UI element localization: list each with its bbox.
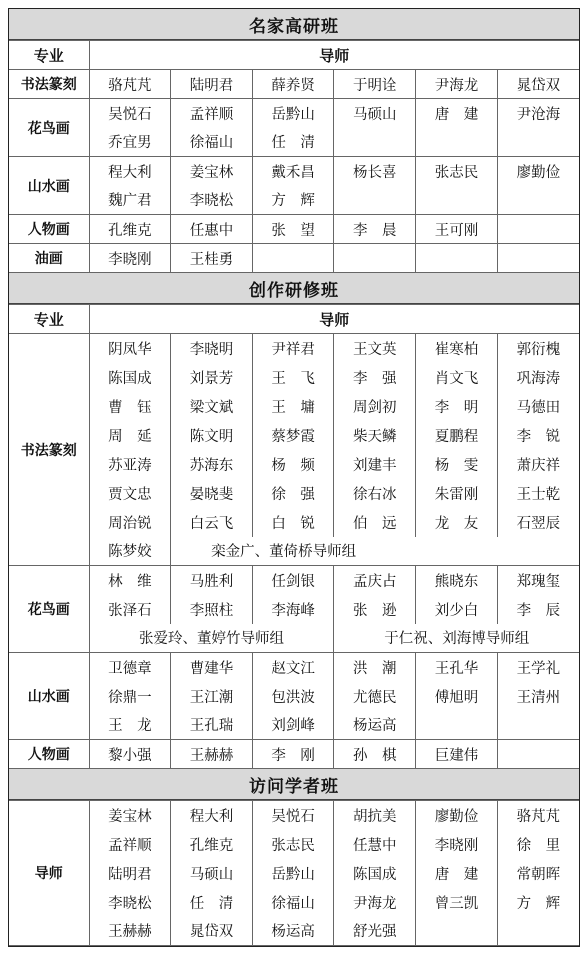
name-cell: 姜宝林 — [171, 157, 253, 186]
name-cell: 李 刚 — [252, 740, 334, 769]
name-cell: 白 锐 — [252, 508, 334, 537]
table-row — [9, 740, 579, 769]
name-cell: 任 清 — [171, 888, 253, 917]
name-cell: 骆芃芃 — [89, 70, 171, 99]
table-row — [9, 479, 579, 508]
name-cell: 石翌辰 — [497, 508, 579, 537]
name-cell: 蔡梦霞 — [252, 421, 334, 450]
name-cell: 杨长喜 — [334, 157, 416, 186]
name-cell: 李晓刚 — [89, 244, 171, 273]
name-cell: 岳黔山 — [252, 859, 334, 888]
major-label: 花鸟画 — [9, 566, 89, 653]
group-label: 栾金广、董倚桥导师组 — [171, 537, 579, 566]
name-cell — [416, 711, 498, 740]
name-cell: 白云飞 — [171, 508, 253, 537]
name-cell: 阴凤华 — [89, 334, 171, 363]
name-cell — [252, 244, 334, 273]
name-cell — [497, 711, 579, 740]
name-cell: 曾三凯 — [416, 888, 498, 917]
name-cell: 任惠中 — [171, 215, 253, 244]
name-cell — [497, 244, 579, 273]
name-cell: 唐 建 — [416, 99, 498, 128]
name-cell: 张 望 — [252, 215, 334, 244]
table-row — [9, 537, 579, 566]
document-table — [8, 8, 580, 947]
table-row — [9, 830, 579, 859]
name-cell — [416, 917, 498, 946]
name-cell: 薛养贤 — [252, 70, 334, 99]
teacher-header: 导师 — [89, 41, 579, 70]
name-cell: 马硕山 — [171, 859, 253, 888]
table-row — [9, 917, 579, 946]
name-cell: 李晓松 — [171, 186, 253, 215]
table-row — [9, 508, 579, 537]
name-cell: 徐福山 — [171, 128, 253, 157]
name-cell: 舒光强 — [334, 917, 416, 946]
name-cell: 李照柱 — [171, 595, 253, 624]
name-cell: 梁文斌 — [171, 392, 253, 421]
name-cell: 张志民 — [252, 830, 334, 859]
name-cell: 王江潮 — [171, 682, 253, 711]
table-row — [9, 653, 579, 682]
name-cell: 骆芃芃 — [497, 801, 579, 830]
name-cell: 唐 建 — [416, 859, 498, 888]
name-cell: 夏鹏程 — [416, 421, 498, 450]
major-label: 书法篆刻 — [9, 70, 89, 99]
name-cell: 岳黔山 — [252, 99, 334, 128]
name-cell: 朱雷刚 — [416, 479, 498, 508]
major-header: 专业 — [9, 41, 89, 70]
name-cell: 孟庆占 — [334, 566, 416, 595]
name-cell: 巩海涛 — [497, 363, 579, 392]
name-cell: 于明诠 — [334, 70, 416, 99]
name-cell: 郭衍槐 — [497, 334, 579, 363]
name-cell: 傅旭明 — [416, 682, 498, 711]
name-cell: 柴天鳞 — [334, 421, 416, 450]
name-cell: 程大利 — [171, 801, 253, 830]
name-cell: 包洪波 — [252, 682, 334, 711]
name-cell: 常朝晖 — [497, 859, 579, 888]
name-cell — [497, 740, 579, 769]
name-cell — [416, 128, 498, 157]
name-cell: 李晓明 — [171, 334, 253, 363]
name-cell: 方 辉 — [497, 888, 579, 917]
table-row — [9, 99, 579, 128]
name-cell: 王文英 — [334, 334, 416, 363]
name-cell: 洪 潮 — [334, 653, 416, 682]
table-row — [9, 711, 579, 740]
name-cell: 王赫赫 — [171, 740, 253, 769]
section-title: 名家高研班 — [9, 9, 579, 40]
name-cell: 廖勤俭 — [497, 157, 579, 186]
name-cell: 戴禾昌 — [252, 157, 334, 186]
name-cell: 苏亚涛 — [89, 450, 171, 479]
name-cell: 王赫赫 — [89, 917, 171, 946]
group-label: 于仁祝、刘海博导师组 — [334, 624, 579, 653]
table-row — [9, 244, 579, 273]
section-title: 访问学者班 — [9, 769, 579, 800]
name-cell: 肖文飞 — [416, 363, 498, 392]
name-cell: 李 晨 — [334, 215, 416, 244]
name-cell — [497, 128, 579, 157]
name-cell: 魏广君 — [89, 186, 171, 215]
name-cell: 孟祥顺 — [171, 99, 253, 128]
header-row — [9, 41, 579, 70]
name-cell: 晁岱双 — [171, 917, 253, 946]
name-cell: 陈国成 — [334, 859, 416, 888]
name-cell: 尹沧海 — [497, 99, 579, 128]
name-cell: 李海峰 — [252, 595, 334, 624]
name-cell: 王 墉 — [252, 392, 334, 421]
name-cell: 陈国成 — [89, 363, 171, 392]
table-row — [9, 859, 579, 888]
section-table — [9, 304, 579, 769]
section-table — [9, 40, 579, 273]
table-row — [9, 392, 579, 421]
name-cell: 杨运高 — [334, 711, 416, 740]
name-cell: 王可刚 — [416, 215, 498, 244]
name-cell: 徐鼎一 — [89, 682, 171, 711]
name-cell: 徐福山 — [252, 888, 334, 917]
table-row — [9, 157, 579, 186]
table-row — [9, 70, 579, 99]
name-cell: 萧庆祥 — [497, 450, 579, 479]
name-cell: 龙 友 — [416, 508, 498, 537]
name-cell: 张 逊 — [334, 595, 416, 624]
name-cell: 熊晓东 — [416, 566, 498, 595]
name-cell: 孔维克 — [89, 215, 171, 244]
name-cell: 晁岱双 — [497, 70, 579, 99]
name-cell: 卫德章 — [89, 653, 171, 682]
name-cell: 孔维克 — [171, 830, 253, 859]
name-cell: 曹 钰 — [89, 392, 171, 421]
name-cell — [497, 215, 579, 244]
name-cell: 胡抗美 — [334, 801, 416, 830]
name-cell: 曹建华 — [171, 653, 253, 682]
name-cell: 孙 棋 — [334, 740, 416, 769]
major-label: 花鸟画 — [9, 99, 89, 157]
name-cell — [416, 186, 498, 215]
table-row — [9, 624, 579, 653]
table-row — [9, 334, 579, 363]
header-row — [9, 305, 579, 334]
name-cell: 王孔华 — [416, 653, 498, 682]
name-cell: 王士乾 — [497, 479, 579, 508]
major-label: 导师 — [9, 801, 89, 946]
table-row — [9, 450, 579, 479]
name-cell — [334, 244, 416, 273]
name-cell — [497, 186, 579, 215]
name-cell: 孟祥顺 — [89, 830, 171, 859]
table-row — [9, 888, 579, 917]
major-header: 专业 — [9, 305, 89, 334]
name-cell: 周治锐 — [89, 508, 171, 537]
table-row — [9, 128, 579, 157]
name-cell: 任 清 — [252, 128, 334, 157]
name-cell: 刘剑峰 — [252, 711, 334, 740]
name-cell: 徐 里 — [497, 830, 579, 859]
name-cell: 马硕山 — [334, 99, 416, 128]
name-cell: 李晓松 — [89, 888, 171, 917]
name-cell: 李晓刚 — [416, 830, 498, 859]
section-table — [9, 800, 579, 946]
name-cell: 林 维 — [89, 566, 171, 595]
name-cell: 周 延 — [89, 421, 171, 450]
name-cell: 陈文明 — [171, 421, 253, 450]
table-row — [9, 421, 579, 450]
table-row — [9, 215, 579, 244]
name-cell: 尹祥君 — [252, 334, 334, 363]
name-cell: 尤德民 — [334, 682, 416, 711]
name-cell: 马德田 — [497, 392, 579, 421]
name-cell: 王学礼 — [497, 653, 579, 682]
name-cell: 吴悦石 — [252, 801, 334, 830]
teacher-header: 导师 — [89, 305, 579, 334]
name-cell: 张志民 — [416, 157, 498, 186]
major-label: 山水画 — [9, 653, 89, 740]
name-cell: 郑瑰玺 — [497, 566, 579, 595]
name-cell: 杨 雯 — [416, 450, 498, 479]
major-label: 书法篆刻 — [9, 334, 89, 566]
name-cell: 陆明君 — [171, 70, 253, 99]
major-label: 山水画 — [9, 157, 89, 215]
name-cell: 刘建丰 — [334, 450, 416, 479]
name-cell: 任慧中 — [334, 830, 416, 859]
name-cell: 刘景芳 — [171, 363, 253, 392]
name-cell: 张泽石 — [89, 595, 171, 624]
name-cell: 乔宜男 — [89, 128, 171, 157]
name-cell: 李 明 — [416, 392, 498, 421]
name-cell: 晏晓斐 — [171, 479, 253, 508]
name-cell: 李 辰 — [497, 595, 579, 624]
table-row — [9, 566, 579, 595]
name-cell: 姜宝林 — [89, 801, 171, 830]
name-cell: 方 辉 — [252, 186, 334, 215]
name-cell: 李 锐 — [497, 421, 579, 450]
table-row — [9, 186, 579, 215]
name-cell: 王清州 — [497, 682, 579, 711]
table-row — [9, 682, 579, 711]
name-cell: 吴悦石 — [89, 99, 171, 128]
name-cell: 程大利 — [89, 157, 171, 186]
name-cell: 陈梦姣 — [89, 537, 171, 566]
name-cell: 崔寒柏 — [416, 334, 498, 363]
name-cell: 廖勤俭 — [416, 801, 498, 830]
name-cell: 赵文江 — [252, 653, 334, 682]
name-cell — [334, 128, 416, 157]
name-cell: 徐右冰 — [334, 479, 416, 508]
name-cell: 李 强 — [334, 363, 416, 392]
name-cell: 尹海龙 — [334, 888, 416, 917]
name-cell: 周剑初 — [334, 392, 416, 421]
name-cell — [416, 244, 498, 273]
name-cell: 王桂勇 — [171, 244, 253, 273]
name-cell: 伯 远 — [334, 508, 416, 537]
name-cell: 马胜利 — [171, 566, 253, 595]
name-cell: 王孔瑞 — [171, 711, 253, 740]
table-row — [9, 801, 579, 830]
name-cell: 徐 强 — [252, 479, 334, 508]
major-label: 人物画 — [9, 740, 89, 769]
table-row — [9, 363, 579, 392]
group-label: 张爱玲、董婷竹导师组 — [89, 624, 334, 653]
table-row — [9, 595, 579, 624]
name-cell: 黎小强 — [89, 740, 171, 769]
name-cell: 巨建伟 — [416, 740, 498, 769]
major-label: 人物画 — [9, 215, 89, 244]
name-cell: 陆明君 — [89, 859, 171, 888]
name-cell: 杨 频 — [252, 450, 334, 479]
major-label: 油画 — [9, 244, 89, 273]
name-cell: 尹海龙 — [416, 70, 498, 99]
section-title: 创作研修班 — [9, 273, 579, 304]
name-cell: 刘少白 — [416, 595, 498, 624]
name-cell: 杨运高 — [252, 917, 334, 946]
name-cell: 王 飞 — [252, 363, 334, 392]
name-cell: 贾文忠 — [89, 479, 171, 508]
name-cell: 苏海东 — [171, 450, 253, 479]
name-cell — [334, 186, 416, 215]
name-cell: 任剑银 — [252, 566, 334, 595]
name-cell: 王 龙 — [89, 711, 171, 740]
name-cell — [497, 917, 579, 946]
